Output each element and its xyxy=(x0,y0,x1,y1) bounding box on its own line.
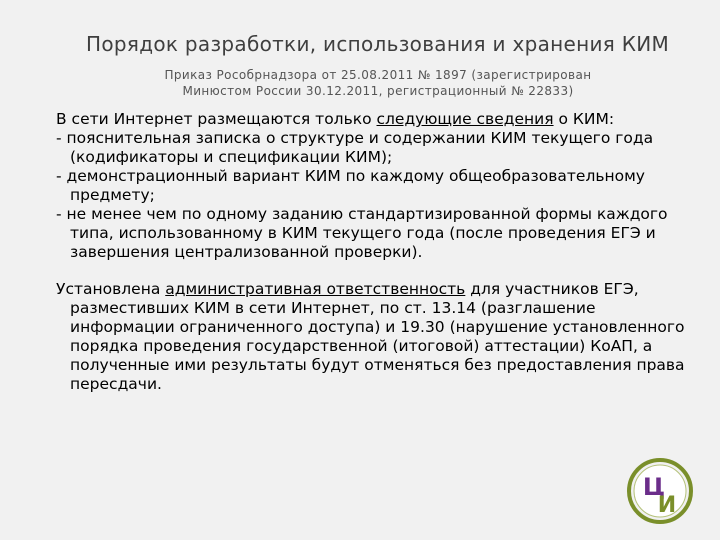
responsibility-paragraph xyxy=(56,280,686,394)
order-reference xyxy=(118,67,638,99)
list-item: - пояснительная записка о структуре и содержании КИМ текущего года (кодификаторы и спецификации КИМ); xyxy=(56,129,654,166)
intro-underlined: следующие сведения xyxy=(376,110,554,128)
intro-text: В сети Интернет размещаются только xyxy=(56,110,377,128)
organization-logo xyxy=(624,455,696,527)
order-reference-line-2: Минюстом России 30.12.2011, регистрационный № 22833) xyxy=(182,84,574,98)
order-reference-line-1: Приказ Рособрнадзора от 25.08.2011 № 1897 (зарегистрирован xyxy=(164,68,592,82)
intro-paragraph xyxy=(56,110,686,129)
intro-text-end: о КИМ: xyxy=(553,110,615,128)
para2-text-end: для участников ЕГЭ, разместивших КИМ в сети Интернет, по ст. 13.14 (разглашение информации ограниченного доступа) и 19.30 (нарушение установленного порядка проведения государственной (итоговой) аттестации) КоАП, а полученные ими результаты будут отменяться без предоставления права пересдачи. xyxy=(70,280,685,393)
para2-text: Установлена xyxy=(56,280,166,298)
list-item: - демонстрационный вариант КИМ по каждому общеобразовательному предмету; xyxy=(56,167,645,204)
logo-letter-2: И xyxy=(657,493,677,518)
page-title: Порядок разработки, использования и хранения КИМ xyxy=(86,32,670,56)
main-content xyxy=(56,110,686,394)
logo-emblem-icon xyxy=(624,455,696,527)
para2-underlined: административная ответственность xyxy=(165,280,466,298)
list-item: - не менее чем по одному заданию стандартизированной формы каждого типа, использованному в КИМ текущего года (после проведения ЕГЭ и завершения централизованной проверки). xyxy=(56,205,668,261)
logo-letter-1: Ц xyxy=(642,473,666,501)
